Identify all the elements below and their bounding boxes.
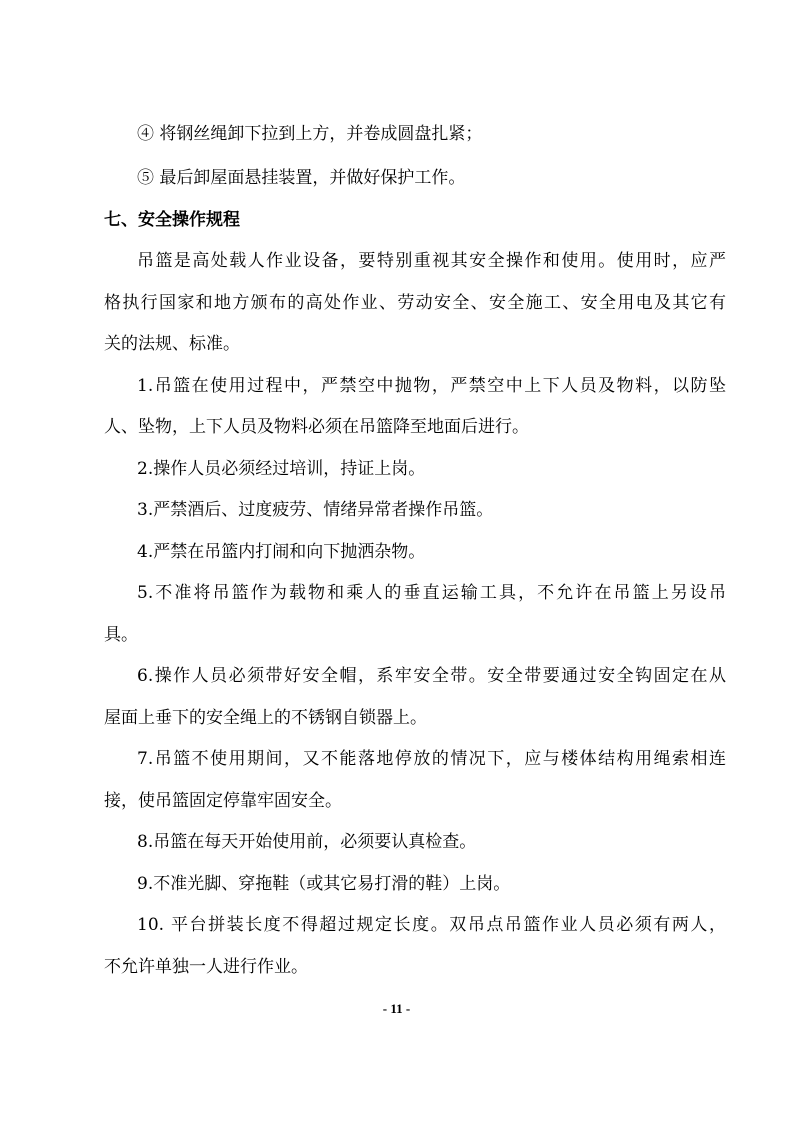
rule-5-line-2: 具。 xyxy=(104,625,138,645)
rule-6-line-1: 6.操作人员必须带好安全帽，系牢安全带。安全带要通过安全钩固定在从 xyxy=(137,666,726,686)
rule-8: 8.吊篮在每天开始使用前，必须要认真检查。 xyxy=(137,832,477,852)
intro-line-2: 格执行国家和地方颁布的高处作业、劳动安全、安全施工、安全用电及其它有 xyxy=(104,293,726,313)
rule-4: 4.严禁在吊篮内打闹和向下抛洒杂物。 xyxy=(137,542,426,562)
rule-1-line-1: 1.吊篮在使用过程中，严禁空中抛物，严禁空中上下人员及物料，以防坠 xyxy=(137,376,726,396)
rule-7-line-2: 接，使吊篮固定停靠牢固安全。 xyxy=(104,791,342,811)
rule-1-line-2: 人、坠物，上下人员及物料必须在吊篮降至地面后进行。 xyxy=(104,417,529,437)
section-heading: 七、安全操作规程 xyxy=(104,210,240,230)
page-number: - 11 - xyxy=(382,1001,411,1016)
rule-6-line-2: 屋面上垂下的安全绳上的不锈钢自锁器上。 xyxy=(104,708,427,728)
intro-line-3: 关的法规、标准。 xyxy=(104,334,240,354)
intro-line-1: 吊篮是高处载人作业设备，要特别重视其安全操作和使用。使用时，应严 xyxy=(137,251,726,271)
rule-7-line-1: 7.吊篮不使用期间，又不能落地停放的情况下，应与楼体结构用绳索相连 xyxy=(137,749,726,769)
rule-5-line-1: 5.不准将吊篮作为载物和乘人的垂直运输工具，不允许在吊篮上另设吊 xyxy=(137,583,726,603)
step-5: ⑤ 最后卸屋面悬挂装置，并做好保护工作。 xyxy=(137,168,466,188)
rule-10-line-1: 10. 平台拼装长度不得超过规定长度。双吊点吊篮作业人员必须有两人， xyxy=(137,915,726,935)
rule-10-line-2: 不允许单独一人进行作业。 xyxy=(104,957,308,977)
rule-2: 2.操作人员必须经过培训，持证上岗。 xyxy=(137,459,426,479)
step-4: ④ 将钢丝绳卸下拉到上方，并卷成圆盘扎紧； xyxy=(137,124,483,144)
rule-9: 9.不准光脚、穿拖鞋（或其它易打滑的鞋）上岗。 xyxy=(137,874,511,894)
rule-3: 3.严禁酒后、过度疲劳、情绪异常者操作吊篮。 xyxy=(137,500,494,520)
